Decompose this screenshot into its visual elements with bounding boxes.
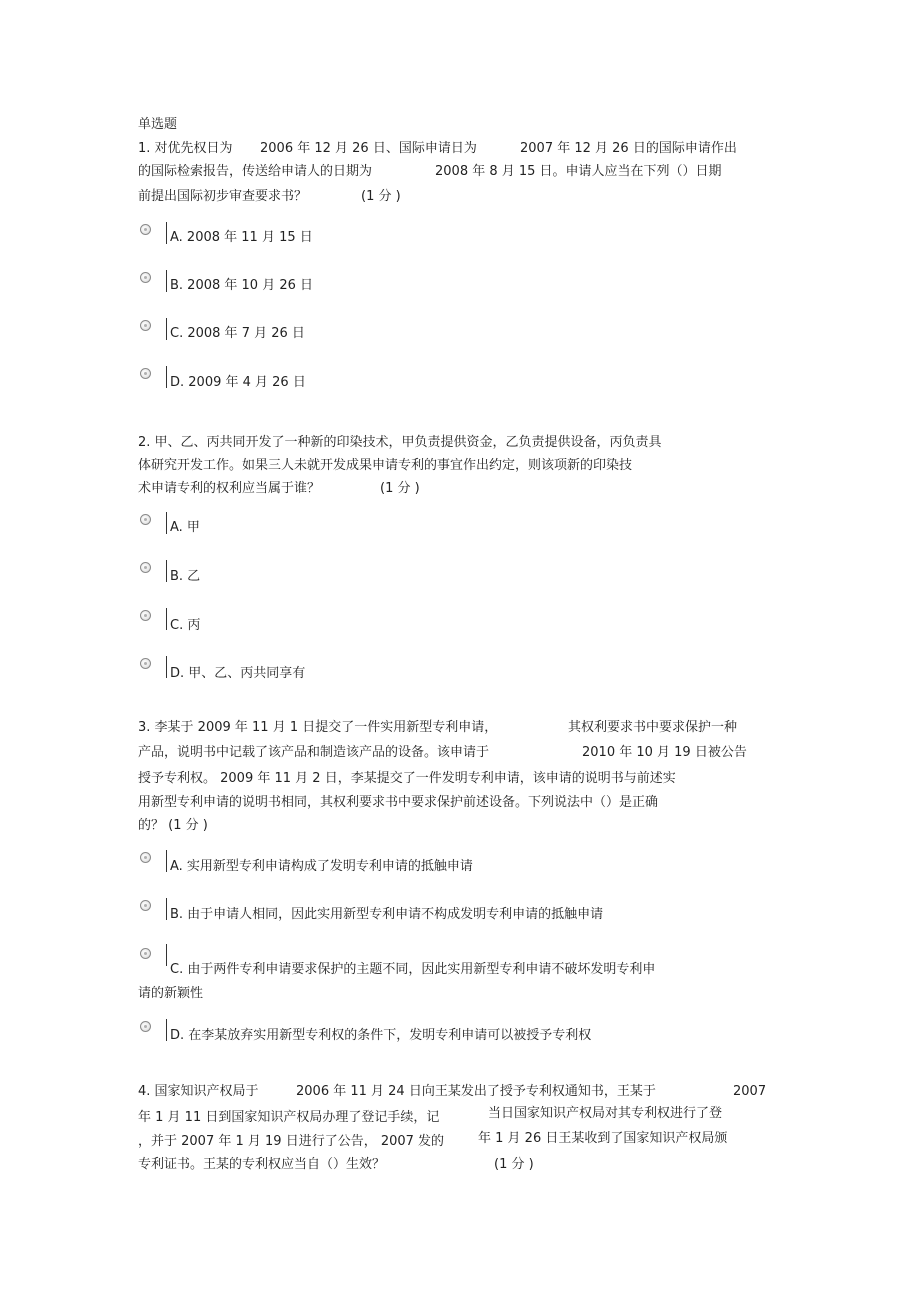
option-divider bbox=[166, 560, 167, 582]
option-label: A. 2008 年 11 月 15 日 bbox=[170, 230, 313, 245]
q1-text: 2008 年 8 月 15 日。申请人应当在下列（）日期 bbox=[435, 164, 722, 179]
q3-text: 用新型专利申请的说明书相同，其权利要求书中要求保护前述设备。下列说法中（）是正确 bbox=[138, 795, 659, 810]
q2-score: (1 分 ) bbox=[380, 481, 420, 496]
q4-text: 年 1 月 11 日到国家知识产权局办理了登记手续，记 bbox=[138, 1110, 440, 1125]
q3-text: 其权利要求书中要求保护一种 bbox=[568, 720, 738, 735]
option-label: B. 由于申请人相同，因此实用新型专利申请不构成发明专利申请的抵触申请 bbox=[170, 907, 604, 922]
heading: 单选题 bbox=[138, 117, 178, 132]
radio-button[interactable] bbox=[140, 610, 151, 621]
option-label: A. 甲 bbox=[170, 520, 200, 535]
radio-button[interactable] bbox=[140, 948, 151, 959]
q1-text: 前提出国际初步审查要求书？ bbox=[138, 189, 308, 204]
q2-text: 体研究开发工作。如果三人未就开发成果申请专利的事宜作出约定，则该项新的印染技 bbox=[138, 458, 633, 473]
option-label: B. 乙 bbox=[170, 569, 201, 584]
radio-button[interactable] bbox=[140, 562, 151, 573]
q4-score: (1 分 ) bbox=[494, 1157, 534, 1172]
option-label: D. 在李某放弃实用新型专利权的条件下，发明专利申请可以被授予专利权 bbox=[170, 1028, 592, 1043]
q4-text: 年 1 月 26 日王某收到了国家知识产权局颁 bbox=[478, 1131, 728, 1146]
option-divider bbox=[166, 850, 167, 872]
option-divider bbox=[166, 222, 167, 244]
option-label: B. 2008 年 10 月 26 日 bbox=[170, 278, 314, 293]
q1-text: 的国际检索报告，传送给申请人的日期为 bbox=[138, 164, 373, 179]
option-label: A. 实用新型专利申请构成了发明专利申请的抵触申请 bbox=[170, 859, 473, 874]
option-label: C. 丙 bbox=[170, 618, 201, 633]
radio-button[interactable] bbox=[140, 514, 151, 525]
option-divider bbox=[166, 512, 167, 534]
option-divider bbox=[166, 898, 167, 920]
option-divider bbox=[166, 608, 167, 630]
q4-text: 2007 bbox=[733, 1084, 767, 1099]
radio-button[interactable] bbox=[140, 320, 151, 331]
radio-button[interactable] bbox=[140, 852, 151, 863]
q1-text: 2006 年 12 月 26 日、国际申请日为 bbox=[260, 141, 477, 156]
q3-text: 授予专利权。 2009 年 11 月 2 日，李某提交了一件发明专利申请，该申请的说明书与前述实 bbox=[138, 771, 676, 786]
radio-button[interactable] bbox=[140, 658, 151, 669]
radio-button[interactable] bbox=[140, 272, 151, 283]
q4-text: 4. 国家知识产权局于 bbox=[138, 1084, 259, 1099]
q2-text: 2. 甲、乙、丙共同开发了一种新的印染技术，甲负责提供资金，乙负责提供设备，丙负责具 bbox=[138, 435, 662, 450]
q1-text: 2007 年 12 月 26 日的国际申请作出 bbox=[520, 141, 737, 156]
option-divider bbox=[166, 944, 167, 966]
q1-text: 1. 对优先权日为 bbox=[138, 141, 233, 156]
option-label: C. 由于两件专利申请要求保护的主题不同，因此实用新型专利申请不破坏发明专利申 bbox=[170, 962, 656, 977]
q4-text: 2006 年 11 月 24 日向王某发出了授予专利权通知书，王某于 bbox=[296, 1084, 656, 1099]
q4-text: 当日国家知识产权局对其专利权进行了登 bbox=[488, 1106, 723, 1121]
option-label: D. 甲、乙、丙共同享有 bbox=[170, 666, 306, 681]
radio-button[interactable] bbox=[140, 368, 151, 379]
q1-score: (1 分 ) bbox=[361, 189, 401, 204]
option-label-continued: 请的新颖性 bbox=[138, 986, 204, 1001]
option-divider bbox=[166, 366, 167, 388]
q3-text: 的？ (1 分 ) bbox=[138, 818, 208, 833]
q3-text: 产品，说明书中记载了该产品和制造该产品的设备。该申请于 bbox=[138, 745, 490, 760]
radio-button[interactable] bbox=[140, 900, 151, 911]
option-divider bbox=[166, 656, 167, 678]
option-divider bbox=[166, 270, 167, 292]
option-divider bbox=[166, 318, 167, 340]
q3-text: 2010 年 10 月 19 日被公告 bbox=[582, 745, 747, 760]
q4-text: 专利证书。王某的专利权应当自（）生效？ bbox=[138, 1157, 386, 1172]
option-label: C. 2008 年 7 月 26 日 bbox=[170, 326, 305, 341]
q4-text: ，并于 2007 年 1 月 19 日进行了公告， 2007 发的 bbox=[138, 1134, 445, 1149]
option-divider bbox=[166, 1019, 167, 1041]
q2-text: 术申请专利的权利应当属于谁？ bbox=[138, 481, 321, 496]
q3-text: 3. 李某于 2009 年 11 月 1 日提交了一件实用新型专利申请， bbox=[138, 720, 498, 735]
radio-button[interactable] bbox=[140, 1021, 151, 1032]
option-label: D. 2009 年 4 月 26 日 bbox=[170, 375, 306, 390]
radio-button[interactable] bbox=[140, 224, 151, 235]
